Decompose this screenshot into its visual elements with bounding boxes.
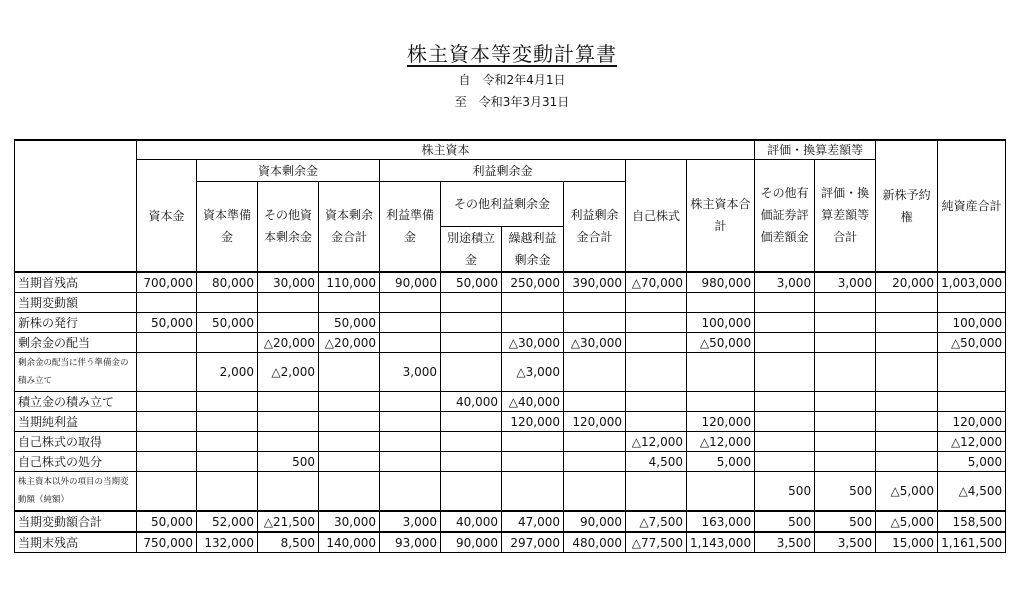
table-cell: [380, 472, 441, 512]
row-label: 剰余金の配当に伴う準備金の積み立て: [15, 353, 137, 392]
table-cell: 5,000: [687, 452, 755, 472]
table-cell: [938, 392, 1006, 412]
table-cell: 500: [755, 472, 815, 512]
table-cell: [319, 353, 380, 392]
header-treasury: 自己株式: [626, 159, 687, 272]
table-cell: 30,000: [319, 511, 380, 532]
table-row: [15, 412, 1006, 432]
table-cell: 100,000: [938, 313, 1006, 333]
table-cell: [755, 333, 815, 353]
header-securities-valuation: その他有価証券評価差額金: [755, 159, 815, 272]
table-cell: [319, 452, 380, 472]
table-cell: 980,000: [687, 272, 755, 293]
table-cell: △3,000: [502, 353, 564, 392]
table-cell: [687, 392, 755, 412]
table-cell: [258, 293, 319, 313]
table-cell: [197, 412, 258, 432]
table-row: [15, 532, 1006, 553]
table-cell: [564, 353, 626, 392]
table-cell: [876, 313, 938, 333]
table-cell: 50,000: [137, 511, 197, 532]
table-cell: [319, 392, 380, 412]
table-cell: [258, 432, 319, 452]
header-retained-total: 利益剰余金合計: [564, 181, 626, 272]
table-cell: [137, 452, 197, 472]
table-row: [15, 293, 1006, 313]
header-capital-surplus-total: 資本剰余金合計: [319, 181, 380, 272]
header-blank: [15, 140, 137, 272]
table-cell: [876, 392, 938, 412]
table-cell: [441, 313, 502, 333]
row-label: 新株の発行: [15, 313, 137, 333]
table-cell: [197, 333, 258, 353]
table-cell: 140,000: [319, 532, 380, 553]
table-cell: [197, 432, 258, 452]
table-cell: [441, 293, 502, 313]
table-cell: [626, 313, 687, 333]
table-cell: [626, 293, 687, 313]
table-cell: [258, 392, 319, 412]
table-cell: △40,000: [502, 392, 564, 412]
table-cell: [564, 452, 626, 472]
header-general-reserve: 別途積立金: [441, 226, 502, 272]
table-cell: [380, 452, 441, 472]
table-row: [15, 313, 1006, 333]
row-label: 当期首残高: [15, 272, 137, 293]
header-legal-reserve: 利益準備金: [380, 181, 441, 272]
table-cell: 750,000: [137, 532, 197, 553]
table-cell: [626, 333, 687, 353]
table-cell: [502, 432, 564, 452]
table-row: [15, 472, 1006, 512]
table-cell: [564, 472, 626, 512]
table-cell: [319, 432, 380, 452]
table-cell: 15,000: [876, 532, 938, 553]
table-cell: 480,000: [564, 532, 626, 553]
table-cell: 700,000: [137, 272, 197, 293]
table-cell: [815, 432, 876, 452]
table-cell: 100,000: [687, 313, 755, 333]
table-cell: 50,000: [137, 313, 197, 333]
table-cell: △50,000: [938, 333, 1006, 353]
table-row: [15, 432, 1006, 452]
table-cell: △4,500: [938, 472, 1006, 512]
table-cell: 3,500: [755, 532, 815, 553]
table-cell: [876, 432, 938, 452]
table-cell: [441, 353, 502, 392]
table-cell: 20,000: [876, 272, 938, 293]
table-cell: 90,000: [441, 532, 502, 553]
table-cell: [137, 333, 197, 353]
table-cell: [564, 313, 626, 333]
table-row: [15, 392, 1006, 412]
header-capital-reserve: 資本準備金: [197, 181, 258, 272]
table-cell: 50,000: [319, 313, 380, 333]
table-cell: [626, 353, 687, 392]
table-cell: [137, 353, 197, 392]
table-cell: 3,000: [755, 272, 815, 293]
table-cell: [755, 412, 815, 432]
header-retained-carried: 繰越利益剰余金: [502, 226, 564, 272]
table-cell: [755, 313, 815, 333]
table-cell: 3,000: [380, 511, 441, 532]
header-retained-earnings: 利益剰余金: [380, 159, 626, 181]
table-cell: 158,500: [938, 511, 1006, 532]
table-cell: [938, 293, 1006, 313]
table-cell: [441, 452, 502, 472]
table-cell: [197, 472, 258, 512]
header-equity-total: 株主資本合計: [687, 159, 755, 272]
table-cell: [380, 313, 441, 333]
header-capital: 資本金: [137, 159, 197, 272]
table-cell: [441, 333, 502, 353]
table-cell: 110,000: [319, 272, 380, 293]
table-cell: [815, 353, 876, 392]
table-cell: △20,000: [319, 333, 380, 353]
table-cell: 30,000: [258, 272, 319, 293]
table-cell: [876, 333, 938, 353]
table-row: [15, 272, 1006, 293]
table-cell: [137, 293, 197, 313]
table-cell: △21,500: [258, 511, 319, 532]
row-label: 自己株式の取得: [15, 432, 137, 452]
table-cell: △50,000: [687, 333, 755, 353]
table-cell: 500: [755, 511, 815, 532]
table-cell: 8,500: [258, 532, 319, 553]
equity-statement-table: [14, 139, 1006, 553]
table-cell: [137, 472, 197, 512]
row-label: 当期純利益: [15, 412, 137, 432]
table-cell: 40,000: [441, 511, 502, 532]
row-label: 剰余金の配当: [15, 333, 137, 353]
table-cell: △30,000: [564, 333, 626, 353]
table-cell: [258, 412, 319, 432]
table-cell: [258, 313, 319, 333]
table-cell: △20,000: [258, 333, 319, 353]
table-cell: [626, 392, 687, 412]
table-cell: 132,000: [197, 532, 258, 553]
table-cell: 50,000: [197, 313, 258, 333]
table-cell: 120,000: [502, 412, 564, 432]
table-cell: [502, 472, 564, 512]
table-cell: 3,000: [380, 353, 441, 392]
table-cell: [137, 432, 197, 452]
table-cell: 90,000: [380, 272, 441, 293]
table-cell: [876, 353, 938, 392]
table-cell: [815, 392, 876, 412]
table-cell: [876, 412, 938, 432]
table-cell: 80,000: [197, 272, 258, 293]
row-label: 積立金の積み立て: [15, 392, 137, 412]
table-cell: [380, 412, 441, 432]
row-label: 当期変動額: [15, 293, 137, 313]
table-row: [15, 452, 1006, 472]
table-cell: 40,000: [441, 392, 502, 412]
table-cell: 52,000: [197, 511, 258, 532]
table-cell: [441, 432, 502, 452]
table-cell: △77,500: [626, 532, 687, 553]
table-cell: [441, 412, 502, 432]
row-label: 株主資本以外の項目の当期変動額（純額）: [15, 472, 137, 512]
table-cell: [876, 293, 938, 313]
table-cell: 1,143,000: [687, 532, 755, 553]
table-cell: 93,000: [380, 532, 441, 553]
header-net-assets: 純資産合計: [938, 140, 1006, 272]
table-cell: △30,000: [502, 333, 564, 353]
header-other-retained: その他利益剰余金: [441, 181, 564, 226]
table-cell: △12,000: [687, 432, 755, 452]
table-cell: 500: [815, 511, 876, 532]
table-cell: [319, 293, 380, 313]
table-cell: △5,000: [876, 472, 938, 512]
table-cell: 4,500: [626, 452, 687, 472]
table-cell: 500: [258, 452, 319, 472]
table-cell: 500: [815, 472, 876, 512]
table-row: [15, 353, 1006, 392]
table-cell: 2,000: [197, 353, 258, 392]
table-cell: △70,000: [626, 272, 687, 293]
table-cell: 163,000: [687, 511, 755, 532]
table-cell: [876, 452, 938, 472]
table-cell: [687, 472, 755, 512]
table-row: [15, 511, 1006, 532]
table-cell: 120,000: [938, 412, 1006, 432]
table-cell: 297,000: [502, 532, 564, 553]
table-cell: [755, 293, 815, 313]
table-cell: [755, 353, 815, 392]
table-cell: △2,000: [258, 353, 319, 392]
table-cell: [564, 392, 626, 412]
row-label: 当期変動額合計: [15, 511, 137, 532]
header-warrants: 新株予約権: [876, 140, 938, 272]
table-cell: [755, 432, 815, 452]
table-cell: 120,000: [564, 412, 626, 432]
table-cell: [197, 392, 258, 412]
table-cell: △7,500: [626, 511, 687, 532]
table-cell: △12,000: [938, 432, 1006, 452]
header-shareholders-equity: 株主資本: [137, 140, 755, 159]
period-to: 至 令和3年3月31日: [454, 95, 570, 109]
table-cell: [564, 432, 626, 452]
table-cell: [502, 313, 564, 333]
table-cell: [755, 392, 815, 412]
table-cell: [380, 293, 441, 313]
table-cell: [815, 412, 876, 432]
table-cell: [502, 452, 564, 472]
table-cell: [626, 472, 687, 512]
table-cell: [938, 353, 1006, 392]
table-cell: 390,000: [564, 272, 626, 293]
table-cell: [197, 293, 258, 313]
document-title: 株主資本等変動計算書: [407, 42, 617, 66]
table-cell: [319, 472, 380, 512]
table-row: [15, 333, 1006, 353]
table-cell: [441, 472, 502, 512]
table-cell: [137, 392, 197, 412]
table-cell: △5,000: [876, 511, 938, 532]
table-cell: [258, 472, 319, 512]
table-cell: [755, 452, 815, 472]
table-cell: [687, 353, 755, 392]
table-cell: 3,500: [815, 532, 876, 553]
table-cell: 250,000: [502, 272, 564, 293]
table-cell: 1,003,000: [938, 272, 1006, 293]
header-valuation: 評価・換算差額等: [755, 140, 876, 159]
header-valuation-total: 評価・換算差額等合計: [815, 159, 876, 272]
table-cell: △12,000: [626, 432, 687, 452]
table-cell: [626, 412, 687, 432]
table-cell: [380, 432, 441, 452]
header-capital-surplus: 資本剰余金: [197, 159, 380, 181]
table-cell: 3,000: [815, 272, 876, 293]
table-cell: [815, 452, 876, 472]
table-cell: [564, 293, 626, 313]
table-cell: 90,000: [564, 511, 626, 532]
table-cell: [380, 392, 441, 412]
table-cell: 47,000: [502, 511, 564, 532]
period-from: 自 令和2年4月1日: [458, 73, 566, 87]
table-cell: [380, 333, 441, 353]
header-other-capital-surplus: その他資本剰余金: [258, 181, 319, 272]
table-cell: 50,000: [441, 272, 502, 293]
table-cell: 5,000: [938, 452, 1006, 472]
table-cell: [137, 412, 197, 432]
row-label: 自己株式の処分: [15, 452, 137, 472]
table-cell: [815, 313, 876, 333]
table-cell: [319, 412, 380, 432]
table-cell: [687, 293, 755, 313]
table-cell: [197, 452, 258, 472]
table-cell: [815, 333, 876, 353]
table-cell: 1,161,500: [938, 532, 1006, 553]
table-cell: [815, 293, 876, 313]
table-cell: 120,000: [687, 412, 755, 432]
row-label: 当期末残高: [15, 532, 137, 553]
table-cell: [502, 293, 564, 313]
